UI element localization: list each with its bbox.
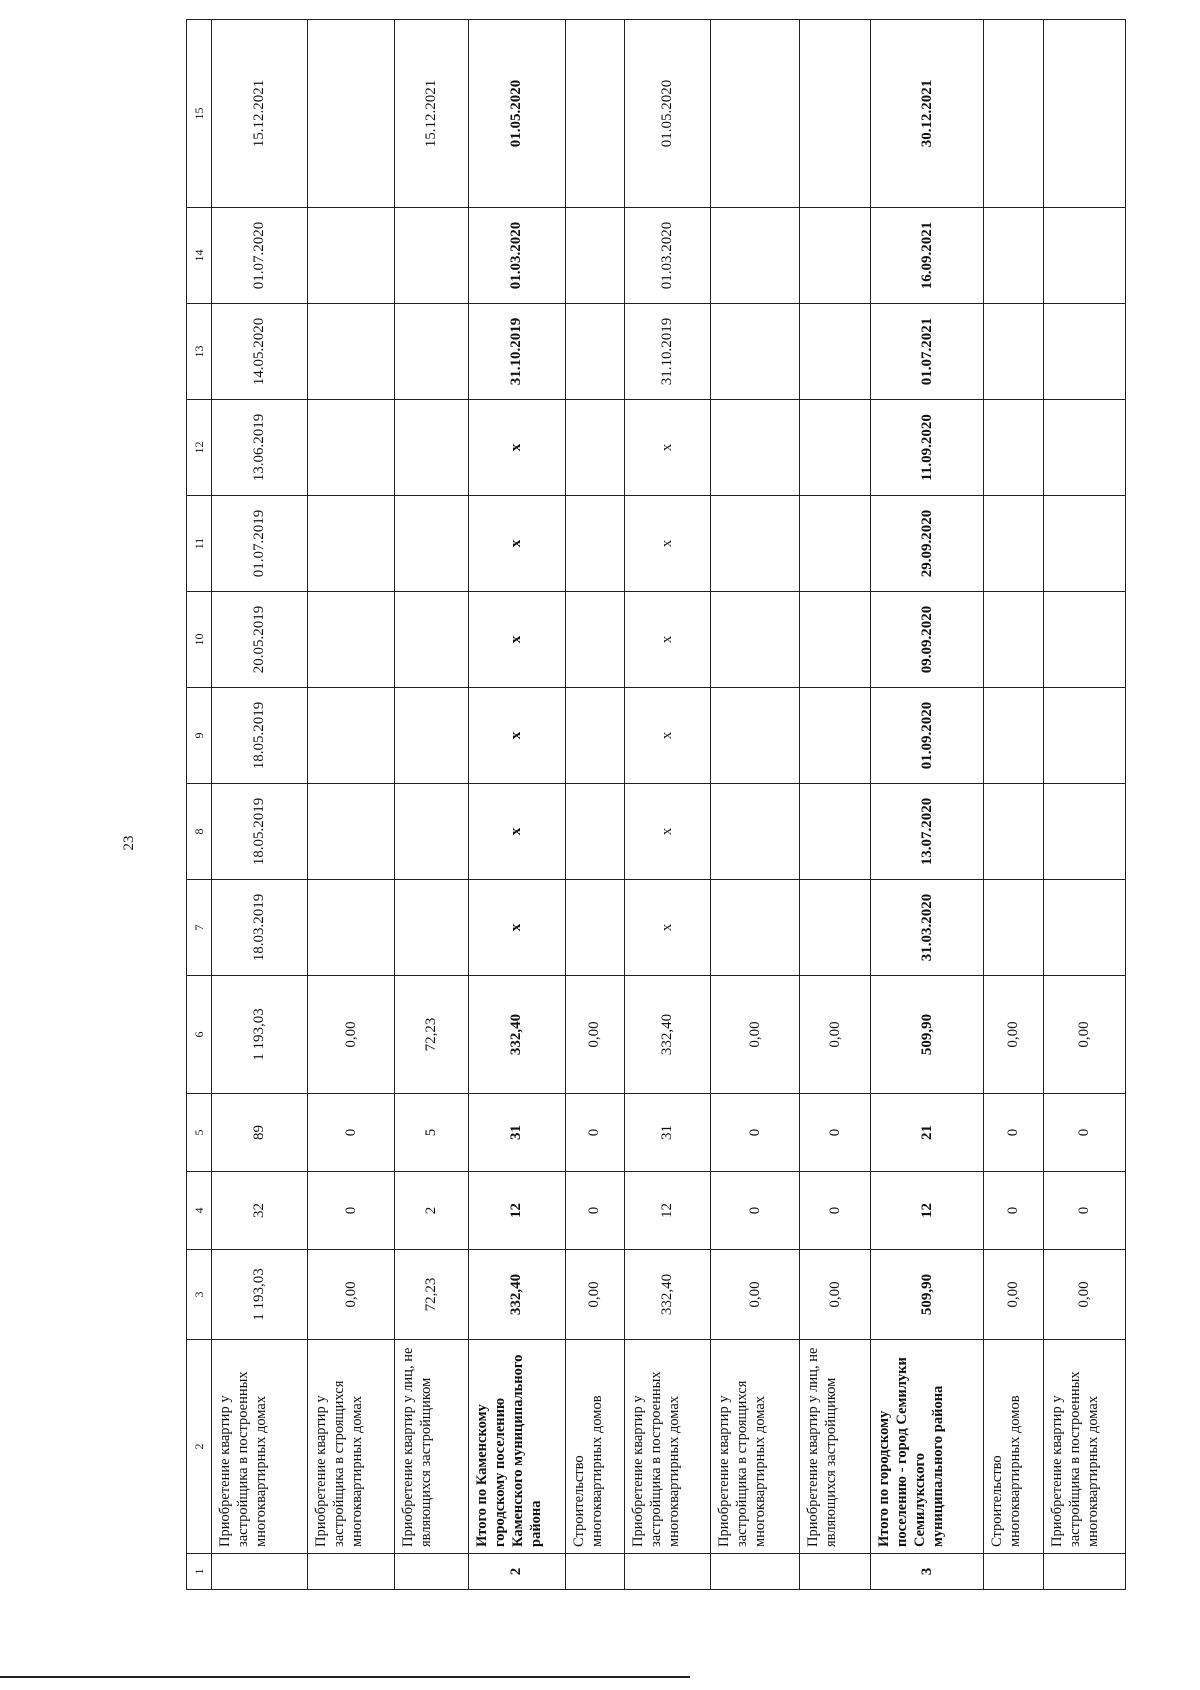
- table-cell: 0: [799, 1094, 870, 1172]
- table-cell: 0,00: [984, 976, 1044, 1094]
- table-row: [871, 20, 984, 1590]
- column-header-4: 4: [187, 1172, 212, 1250]
- table-row: [308, 20, 395, 1590]
- table-cell: 18.05.2019: [212, 784, 308, 880]
- table-cell: [395, 496, 469, 592]
- table-cell: [1043, 1554, 1125, 1590]
- table-cell: 72,23: [395, 1250, 469, 1340]
- table-cell: [566, 304, 624, 400]
- table-cell: x: [468, 496, 565, 592]
- table-cell: 01.05.2020: [468, 20, 565, 208]
- table-cell: [711, 784, 800, 880]
- table-cell: [1043, 208, 1125, 304]
- table-cell: 0,00: [308, 1250, 395, 1340]
- table-cell: [308, 592, 395, 688]
- table-cell: 01.03.2020: [624, 208, 711, 304]
- row-label-cell: Приобретение квартир у застройщика в построенных многоквартирных домах: [624, 1340, 711, 1554]
- table-cell: 0,00: [799, 976, 870, 1094]
- table-body: [212, 20, 1126, 1590]
- table-cell: [566, 688, 624, 784]
- table-cell: 01.05.2020: [624, 20, 711, 208]
- page-number: 23: [121, 835, 137, 851]
- table-cell: [395, 688, 469, 784]
- table-cell: 16.09.2021: [871, 208, 984, 304]
- column-header-14: 14: [187, 208, 212, 304]
- table-cell: [566, 400, 624, 496]
- data-table: [186, 19, 1126, 1590]
- table-cell: 31.10.2019: [624, 304, 711, 400]
- table-cell: [566, 496, 624, 592]
- table-cell: x: [624, 496, 711, 592]
- table-cell: 01.09.2020: [871, 688, 984, 784]
- table-cell: 0,00: [1043, 976, 1125, 1094]
- table-cell: [1043, 496, 1125, 592]
- table-cell: 72,23: [395, 976, 469, 1094]
- table-cell: [395, 880, 469, 976]
- table-cell: 0,00: [566, 1250, 624, 1340]
- table-row: [624, 20, 711, 1590]
- row-label-cell: Приобретение квартир у застройщика в строящихся многоквартирных домах: [308, 1340, 395, 1554]
- table-cell: [624, 1554, 711, 1590]
- table-cell: 0,00: [566, 976, 624, 1094]
- row-label-cell: Итого по городскому поселению - город Семилуки Семилукского муниципального района: [871, 1340, 984, 1554]
- table-cell: [711, 1554, 800, 1590]
- table-row: [711, 20, 800, 1590]
- table-cell: 0,00: [1043, 1250, 1125, 1340]
- table-cell: 18.03.2019: [212, 880, 308, 976]
- column-header-8: 8: [187, 784, 212, 880]
- table-cell: 01.07.2019: [212, 496, 308, 592]
- table-cell: x: [468, 784, 565, 880]
- table-cell: 0: [566, 1172, 624, 1250]
- row-label-cell: Итого по Каменскому городскому поселению Каменского муниципального района: [468, 1340, 565, 1554]
- table-cell: 15.12.2021: [212, 20, 308, 208]
- table-cell: [711, 880, 800, 976]
- table-cell: 509,90: [871, 1250, 984, 1340]
- table-cell: [799, 304, 870, 400]
- table-cell: 31: [624, 1094, 711, 1172]
- table-cell: 0: [566, 1094, 624, 1172]
- table-cell: [308, 304, 395, 400]
- table-cell: 1 193,03: [212, 976, 308, 1094]
- table-cell: 01.03.2020: [468, 208, 565, 304]
- table-cell: 18.05.2019: [212, 688, 308, 784]
- table-cell: 15.12.2021: [395, 20, 469, 208]
- table-cell: [1043, 304, 1125, 400]
- table-cell: x: [624, 784, 711, 880]
- table-cell: [395, 1554, 469, 1590]
- header-row: [187, 20, 212, 1590]
- table-cell: 0: [711, 1094, 800, 1172]
- table-row: [1043, 20, 1125, 1590]
- column-header-11: 11: [187, 496, 212, 592]
- table-cell: 1 193,03: [212, 1250, 308, 1340]
- table-row: [395, 20, 469, 1590]
- table-row: [566, 20, 624, 1590]
- table-cell: x: [468, 592, 565, 688]
- table-cell: [711, 208, 800, 304]
- table-cell: x: [468, 400, 565, 496]
- table-cell: 0,00: [308, 976, 395, 1094]
- table-cell: [566, 592, 624, 688]
- table-cell: [395, 592, 469, 688]
- column-header-12: 12: [187, 400, 212, 496]
- table-cell: x: [624, 400, 711, 496]
- table-cell: 12: [871, 1172, 984, 1250]
- table-cell: [308, 20, 395, 208]
- table-cell: 01.07.2020: [212, 208, 308, 304]
- table-cell: [1043, 880, 1125, 976]
- table-cell: [308, 1554, 395, 1590]
- table-cell: [984, 496, 1044, 592]
- table-cell: [984, 688, 1044, 784]
- column-header-1: 1: [187, 1554, 212, 1590]
- table-cell: 0: [984, 1172, 1044, 1250]
- column-header-6: 6: [187, 976, 212, 1094]
- table-cell: 12: [468, 1172, 565, 1250]
- table-cell: [984, 208, 1044, 304]
- bottom-rule: [0, 1676, 690, 1678]
- table-cell: x: [468, 880, 565, 976]
- table-cell: 0: [1043, 1172, 1125, 1250]
- column-header-10: 10: [187, 592, 212, 688]
- table-cell: 509,90: [871, 976, 984, 1094]
- table-row: [984, 20, 1044, 1590]
- table-cell: 0,00: [711, 1250, 800, 1340]
- table-cell: [566, 208, 624, 304]
- table-cell: [984, 880, 1044, 976]
- table-cell: [984, 20, 1044, 208]
- table-cell: x: [624, 592, 711, 688]
- table-cell: [308, 784, 395, 880]
- table-cell: 32: [212, 1172, 308, 1250]
- table-cell: [308, 688, 395, 784]
- table-cell: 332,40: [468, 976, 565, 1094]
- table-cell: 0: [711, 1172, 800, 1250]
- column-header-3: 3: [187, 1250, 212, 1340]
- table-cell: [799, 592, 870, 688]
- table-cell: 332,40: [624, 976, 711, 1094]
- table-cell: [799, 784, 870, 880]
- table-cell: [566, 20, 624, 208]
- table-cell: [566, 880, 624, 976]
- table-cell: 29.09.2020: [871, 496, 984, 592]
- table-cell: [799, 20, 870, 208]
- table-cell: [1043, 20, 1125, 208]
- table-cell: 13.06.2019: [212, 400, 308, 496]
- row-label-cell: Приобретение квартир у застройщика в построенных многоквартирных домах: [1043, 1340, 1125, 1554]
- table-cell: [984, 304, 1044, 400]
- table-cell: [308, 496, 395, 592]
- column-header-2: 2: [187, 1340, 212, 1554]
- table-cell: x: [468, 688, 565, 784]
- table-cell: 0,00: [799, 1250, 870, 1340]
- table-cell: 0: [308, 1172, 395, 1250]
- table-cell: 0: [308, 1094, 395, 1172]
- table-row: [212, 20, 308, 1590]
- table-cell: [711, 688, 800, 784]
- table-cell: 21: [871, 1094, 984, 1172]
- table-cell: 2: [468, 1554, 565, 1590]
- table-cell: [308, 880, 395, 976]
- row-label-cell: Приобретение квартир у лиц, не являющихся застройщиком: [799, 1340, 870, 1554]
- table-cell: [711, 20, 800, 208]
- table-cell: [395, 400, 469, 496]
- table-cell: [799, 496, 870, 592]
- table-cell: [566, 1554, 624, 1590]
- table-cell: [984, 784, 1044, 880]
- table-row: [799, 20, 870, 1590]
- table-cell: [1043, 688, 1125, 784]
- table-cell: 31.03.2020: [871, 880, 984, 976]
- table-cell: [395, 784, 469, 880]
- table-cell: [395, 208, 469, 304]
- table-cell: 3: [871, 1554, 984, 1590]
- table-row: [468, 20, 565, 1590]
- table-cell: 30.12.2021: [871, 20, 984, 208]
- table-cell: 11.09.2020: [871, 400, 984, 496]
- table-cell: [711, 592, 800, 688]
- row-label-cell: Строительство многоквартирных домов: [984, 1340, 1044, 1554]
- table-cell: 332,40: [624, 1250, 711, 1340]
- table-cell: [984, 400, 1044, 496]
- table-cell: [1043, 400, 1125, 496]
- table-cell: [799, 688, 870, 784]
- table-cell: 89: [212, 1094, 308, 1172]
- table-cell: 0: [1043, 1094, 1125, 1172]
- table-cell: 0: [799, 1172, 870, 1250]
- table-cell: 332,40: [468, 1250, 565, 1340]
- column-header-7: 7: [187, 880, 212, 976]
- table-cell: 20.05.2019: [212, 592, 308, 688]
- row-label-cell: Строительство многоквартирных домов: [566, 1340, 624, 1554]
- table-cell: 09.09.2020: [871, 592, 984, 688]
- table-cell: [566, 784, 624, 880]
- table-cell: [308, 400, 395, 496]
- rotated-table-container: [186, 20, 1126, 1590]
- table-cell: [711, 304, 800, 400]
- table-cell: x: [624, 880, 711, 976]
- table-cell: x: [624, 688, 711, 784]
- table-cell: [1043, 592, 1125, 688]
- table-cell: 0,00: [711, 976, 800, 1094]
- table-cell: 01.07.2021: [871, 304, 984, 400]
- table-cell: 5: [395, 1094, 469, 1172]
- row-label-cell: Приобретение квартир у застройщика в строящихся многоквартирных домах: [711, 1340, 800, 1554]
- table-cell: [1043, 784, 1125, 880]
- column-header-9: 9: [187, 688, 212, 784]
- table-cell: [799, 880, 870, 976]
- column-header-15: 15: [187, 20, 212, 208]
- table-cell: 31.10.2019: [468, 304, 565, 400]
- column-header-13: 13: [187, 304, 212, 400]
- table-cell: [212, 1554, 308, 1590]
- table-cell: [799, 1554, 870, 1590]
- table-cell: 12: [624, 1172, 711, 1250]
- table-cell: 0,00: [984, 1250, 1044, 1340]
- table-cell: [799, 400, 870, 496]
- table-cell: [711, 400, 800, 496]
- row-label-cell: Приобретение квартир у застройщика в построенных многоквартирных домах: [212, 1340, 308, 1554]
- table-cell: [395, 304, 469, 400]
- table-cell: 13.07.2020: [871, 784, 984, 880]
- table-cell: [984, 1554, 1044, 1590]
- table-cell: [308, 208, 395, 304]
- table-cell: [799, 208, 870, 304]
- table-cell: [711, 496, 800, 592]
- table-cell: [984, 592, 1044, 688]
- row-label-cell: Приобретение квартир у лиц, не являющихся застройщиком: [395, 1340, 469, 1554]
- table-cell: 31: [468, 1094, 565, 1172]
- table-cell: 0: [984, 1094, 1044, 1172]
- column-header-5: 5: [187, 1094, 212, 1172]
- table-cell: 14.05.2020: [212, 304, 308, 400]
- table-cell: 2: [395, 1172, 469, 1250]
